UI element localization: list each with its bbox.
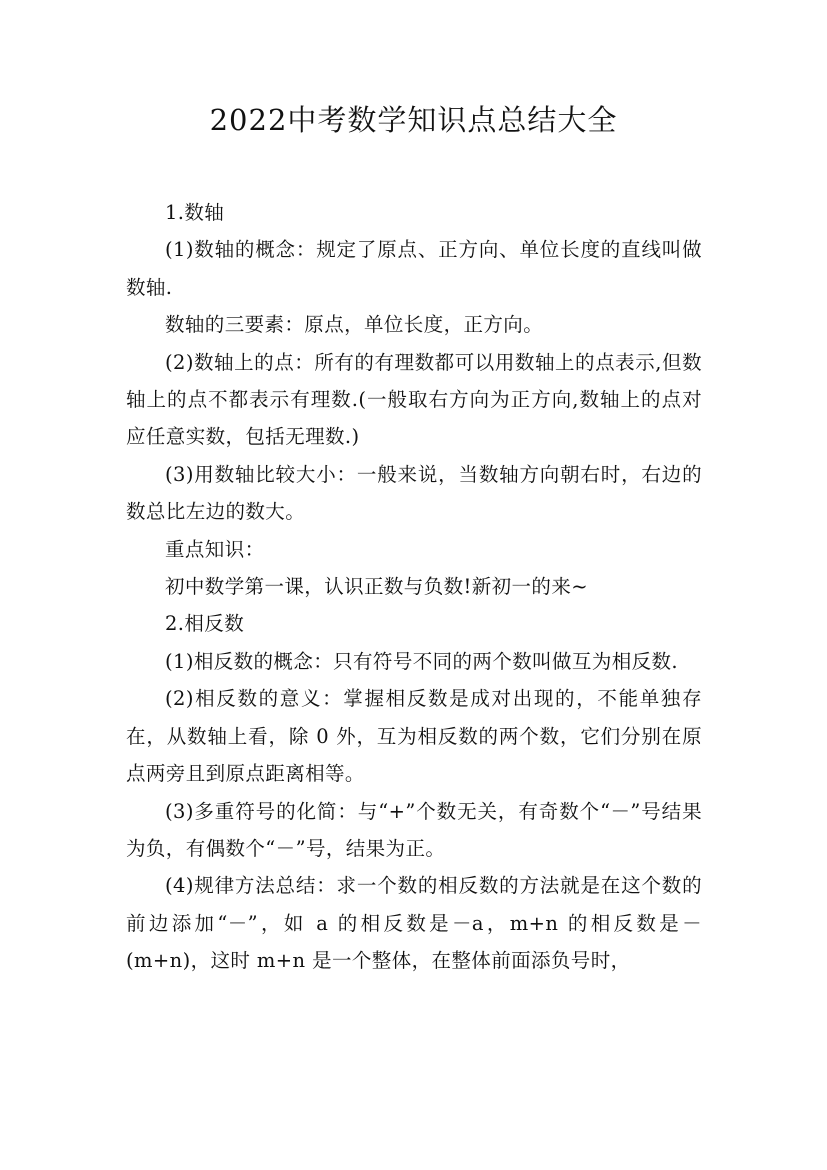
paragraph-key-knowledge-label: 重点知识： bbox=[165, 537, 265, 561]
paragraph-number-line-concept: (1)数轴的概念：规定了原点、正方向、单位长度的直线叫做数轴. bbox=[126, 238, 702, 299]
paragraph-opposite-meaning: (2)相反数的意义：掌握相反数是成对出现的，不能单独存在，从数轴上看，除 0 外，互为相反数的两个数，它们分别在原点两旁且到原点距离相等。 bbox=[126, 687, 702, 786]
paragraph-opposite-concept: (1)相反数的概念：只有符号不同的两个数叫做互为相反数. bbox=[165, 649, 679, 673]
section-heading-opposite-numbers: 2.相反数 bbox=[165, 612, 245, 636]
paragraph-first-lesson: 初中数学第一课，认识正数与负数!新初一的来~ bbox=[165, 575, 588, 599]
section-heading-number-line: 1.数轴 bbox=[165, 201, 225, 224]
document-body bbox=[126, 194, 702, 980]
paragraph-number-line-elements: 数轴的三要素：原点，单位长度，正方向。 bbox=[165, 313, 544, 337]
document-title: 2022中考数学知识点总结大全 bbox=[209, 103, 618, 137]
paragraph-compare-size: (3)用数轴比较大小：一般来说，当数轴方向朝右时，右边的数总比左边的数大。 bbox=[126, 462, 702, 524]
paragraph-points-on-number-line: (2)数轴上的点：所有的有理数都可以用数轴上的点表示,但数轴上的点不都表示有理数.(一般取右方向为正方向,数轴上的点对应任意实数，包括无理数.) bbox=[126, 350, 702, 449]
paragraph-method-summary: (4)规律方法总结：求一个数的相反数的方法就是在这个数的前边添加“－”，如 a 的相反数是－a，m+n 的相反数是－(m+n)，这时 m+n 是一个整体，在整体前面添负号时， bbox=[126, 874, 702, 973]
paragraph-multiple-signs: (3)多重符号的化简：与“+”个数无关，有奇数个“－”号结果为负，有偶数个“－”号，结果为正。 bbox=[126, 799, 702, 860]
